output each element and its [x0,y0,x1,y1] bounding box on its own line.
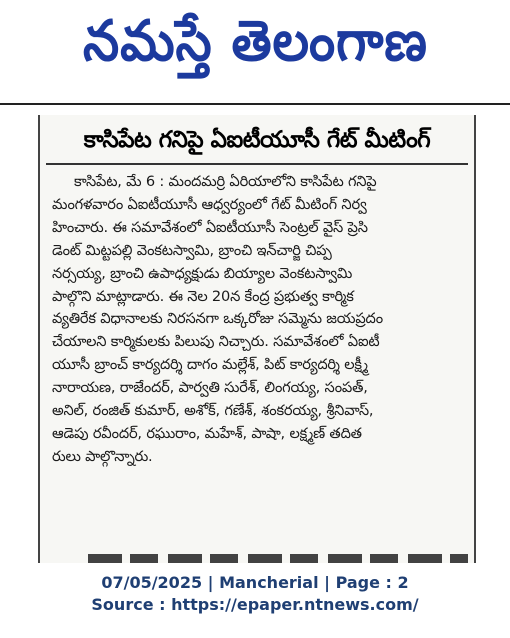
clipping-footer [0,572,510,616]
article-line: కాసిపేట, మే 6 : మందమర్రి ఏరియాలోని కాసిపేట గనిపై [74,173,377,190]
article-body [52,171,462,469]
source-info [0,594,510,616]
article-line: అనిల్, రంజిత్ కుమార్, అశోక్, గణేశ్, శంకరయ్య, శ్రీనివాస్, [52,402,374,420]
article-line: డెంట్ మిట్టపల్లి వెంకటస్వామి, బ్రాంచి ఇన్‌చార్జి చిప్ప [52,241,332,259]
source-link[interactable]: https://epaper.ntnews.com/ [171,595,419,614]
publication-info [0,572,510,594]
news-clipping [38,115,476,563]
article-line: హించారు. ఈ సమావేశంలో ఏఐటీయూసీ సెంట్రల్ వైస్ ప్రెసి [52,218,368,236]
article-line: ఆడెపు రవీందర్, రఘురాం, మహేశ్, పాషా, లక్ష్మణ్ తదిత [52,424,362,442]
footer-separator: | [324,573,330,592]
article-line: నర్సయ్య, బ్రాంచి ఉపాధ్యక్షుడు బియ్యాల వెంకటస్వామి [52,264,353,282]
article-line: చేయాలని కార్మికులకు పిలుపు నిచ్చారు. సమావేశంలో ఏఐటీ [52,333,380,351]
article-headline: కాసిపేట గనిపై ఏఐటీయూసీ గేట్ మీటింగ్ [46,123,468,165]
publication-date: 07/05/2025 [101,573,203,592]
article-line: యూసీ బ్రాంచ్ కార్యదర్శి దాగం మల్లేశ్, పిట్ కార్యదర్శి లక్ష్మీ [52,356,368,374]
page-number: Page : 2 [335,573,409,592]
masthead-divider [0,103,510,105]
next-article-fragment [88,554,468,563]
footer-separator: | [207,573,214,592]
masthead [0,0,510,96]
article-line: పాల్గొని మాట్లాడారు. ఈ నెల 20న కేంద్ర ప్రభుత్వ కార్మిక [52,287,354,305]
article-line: మంగళవారం ఏఐటీయూసీ ఆధ్వర్యంలో గేట్ మీటింగ్ నిర్వ [52,195,367,213]
article-line: నారాయణ, రాజేందర్, పార్వతి సురేశ్, లింగయ్య, సంపత్, [52,379,368,397]
source-label: Source : [91,595,166,614]
newspaper-logo: నమస్తే తెలంగాణ [82,8,428,74]
article-line: రులు పాల్గొన్నారు. [52,447,153,465]
edition-name: Mancherial [219,573,319,592]
article-line: వ్యతిరేక విధానాలకు నిరసనగా ఒక్కరోజు సమ్మెను జయప్రదం [52,310,383,328]
